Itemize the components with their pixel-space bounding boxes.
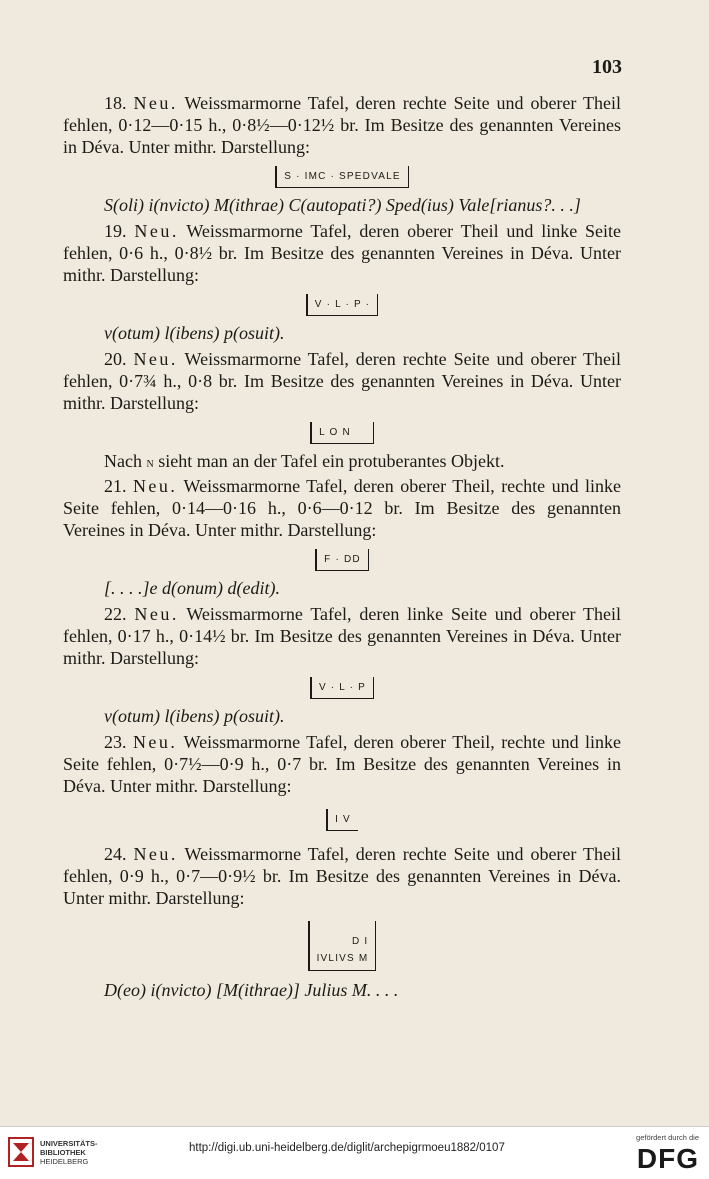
permalink-link[interactable]: http://digi.ub.uni-heidelberg.de/diglit/archepigrmoeu1882/0107 [189, 1142, 505, 1154]
footer-bar [0, 1126, 709, 1179]
entry-22-reading: v(otum) l(ibens) p(osuit). [104, 706, 285, 726]
page-body [63, 92, 621, 1001]
entry-23-description: 23. Neu. Weissmarmorne Tafel, deren oberer Theil, rechte und linke Seite fehlen, 0·7½—0·9 h., 0·7 br. Im Besitze des genannten Vereines in Déva. Unter mithr. Darstellung: [63, 732, 622, 796]
dfg-logo: DFG [636, 1143, 699, 1174]
entry-21-reading: [. . . .]e d(onum) d(edit). [104, 578, 280, 598]
entry-24-description: 24. Neu. Weissmarmorne Tafel, deren rechte Seite und oberer Theil fehlen, 0·9 h., 0·7—0·9½ br. Im Besitze des genannten Vereines in Déva. Unter mithr. Darstellung: [63, 844, 622, 908]
funded-by-text: gefördert durch die [636, 1133, 699, 1142]
page-number: 103 [592, 56, 622, 78]
entry-18-description: 18. Neu. Weissmarmorne Tafel, deren rechte Seite und oberer Theil fehlen, 0·12—0·15 h., 0·8½—0·12½ br. Im Besitze des genannten Vereines in Déva. Unter mithr. Darstellung: [63, 93, 622, 157]
inscription-23: I V [63, 809, 621, 831]
inscription-21: F · DD [63, 549, 621, 571]
entry-19-description: 19. Neu. Weissmarmorne Tafel, deren oberer Theil und linke Seite fehlen, 0·6 h., 0·8½ br. Im Besitze des genannten Vereines in Déva. Unter mithr. Darstellung: [63, 221, 622, 285]
entry-19-reading: v(otum) l(ibens) p(osuit). [104, 323, 285, 343]
entry-21-description: 21. Neu. Weissmarmorne Tafel, deren oberer Theil, rechte und linke Seite fehlen, 0·14—0·16 h., 0·6—0·12 br. Im Besitze des genannten Vereines in Déva. Unter mithr. Darstellung: [63, 476, 622, 540]
entry-18-reading: S(oli) i(nvicto) M(ithrae) C(autopati?) Sped(ius) Vale[rianus?. . .] [104, 195, 581, 215]
library-name: UNIVERSITÄTS- BIBLIOTHEK HEIDELBERG [40, 1139, 98, 1166]
entry-24-reading: D(eo) i(nvicto) [M(ithrae)] Julius M. . . . [104, 980, 399, 1000]
university-seal-icon [8, 1137, 34, 1167]
entry-20-description: 20. Neu. Weissmarmorne Tafel, deren rechte Seite und oberer Theil fehlen, 0·7¾ h., 0·8 br. Im Besitze des genannten Vereines in Déva. Unter mithr. Darstellung: [63, 349, 622, 413]
inscription-22: V · L · P [63, 677, 621, 699]
inscription-24: D I IVLIVS M [63, 921, 621, 971]
entry-20-note: Nach n sieht man an der Tafel ein protuberantes Objekt. [104, 451, 505, 471]
inscription-19: V · L · P · [63, 294, 621, 316]
entry-22-description: 22. Neu. Weissmarmorne Tafel, deren linke Seite und oberer Theil fehlen, 0·17 h., 0·14½ br. Im Besitze des genannten Vereines in Déva. Unter mithr. Darstellung: [63, 604, 622, 668]
inscription-20: L O N [63, 422, 621, 444]
inscription-18: S · IMC · SPEDVALE [63, 166, 621, 188]
